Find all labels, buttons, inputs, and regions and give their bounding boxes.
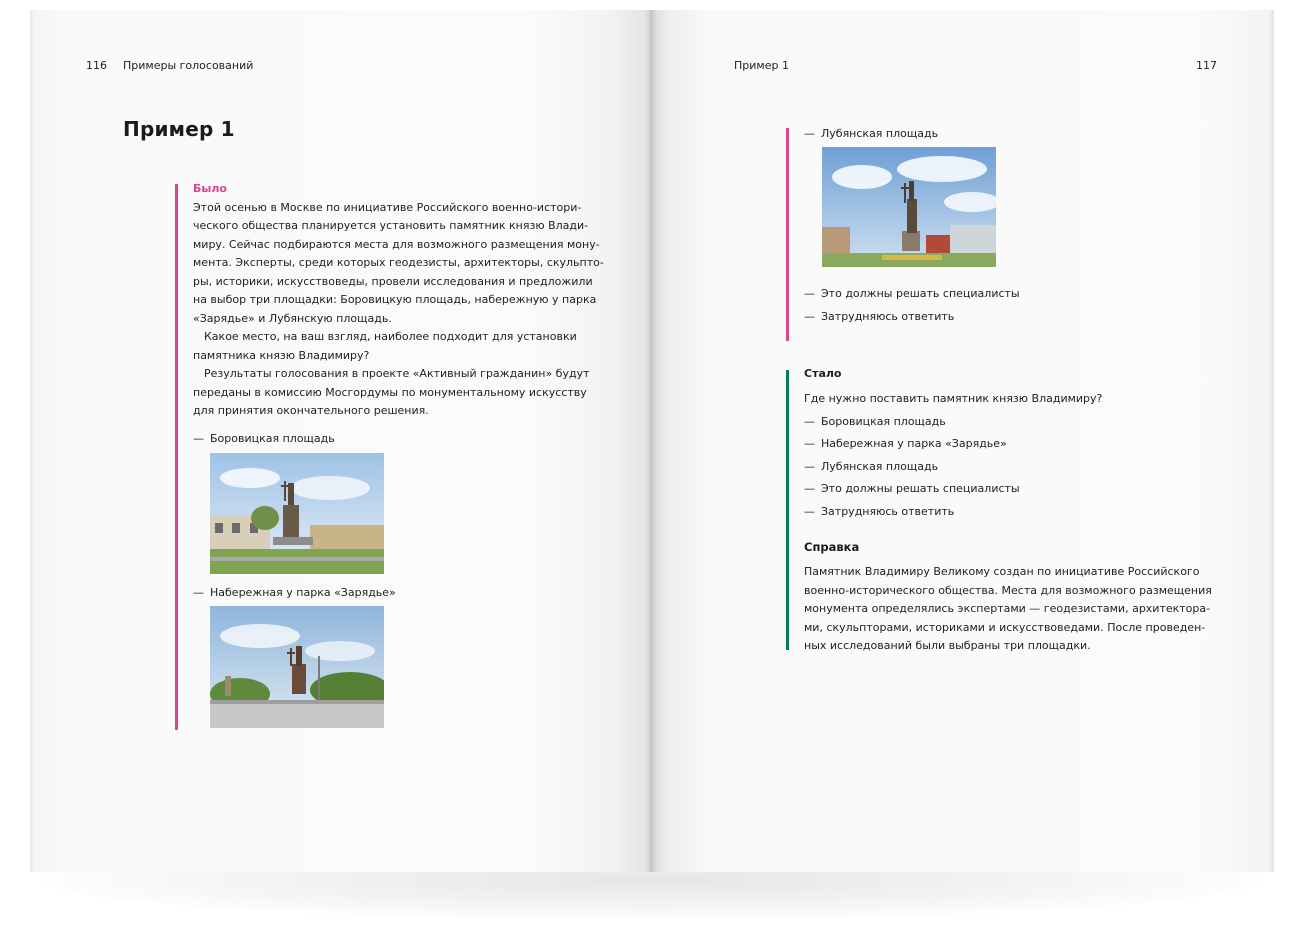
dash: — bbox=[804, 482, 815, 495]
after-question: Где нужно поставить памятник князю Владимиру? bbox=[804, 392, 1103, 405]
reference-line: военно-исторического общества. Места для возможного размещения bbox=[804, 583, 1212, 597]
question-line: памятника князю Владимиру? bbox=[193, 348, 370, 362]
after-option-zaryadye bbox=[804, 437, 1007, 450]
before-accent-bar-continued bbox=[786, 128, 789, 341]
option-specialists bbox=[804, 287, 1020, 300]
dash: — bbox=[193, 432, 204, 445]
result-line: Результаты голосования в проекте «Активный гражданин» будут bbox=[204, 367, 590, 380]
reference-line: Памятник Владимиру Великому создан по инициативе Российского bbox=[804, 565, 1200, 578]
option-label: Набережная у парка «Зарядье» bbox=[210, 586, 396, 599]
reference-line: монумента определялись экспертами — геодезистами, архитектора- bbox=[804, 602, 1211, 615]
reference-line: ных исследований были выбраны три площадки. bbox=[804, 639, 1091, 652]
option-zaryadye bbox=[193, 586, 396, 599]
body-line: на выбор три площадки: Боровицкую площадь, набережную у парка bbox=[193, 293, 597, 306]
option-borovitskaya bbox=[193, 432, 335, 445]
left-running-head: Примеры голосований bbox=[123, 59, 254, 72]
after-option-hard-to-answer bbox=[804, 505, 954, 518]
left-page-number: 116 bbox=[86, 59, 107, 72]
right-page-number: 117 bbox=[1196, 59, 1217, 72]
after-accent-bar bbox=[786, 370, 789, 650]
option-label: Боровицкая площадь bbox=[210, 432, 335, 445]
option-label: Затрудняюсь ответить bbox=[821, 505, 955, 518]
question-line: Какое место, на ваш взгляд, наиболее подходит для установки bbox=[204, 330, 577, 343]
option-lubyanka bbox=[804, 127, 938, 140]
body-line: мента. Эксперты, среди которых геодезисты, архитекторы, скульпто- bbox=[193, 256, 604, 269]
reference-line: ми, скульпторами, историками и искусствоведами. После проведен- bbox=[804, 620, 1206, 634]
reference-text bbox=[804, 563, 1212, 656]
body-line: миру. Сейчас подбираются места для возможного размещения мону- bbox=[193, 237, 600, 251]
after-label: Стало bbox=[804, 367, 842, 380]
option-label: Это должны решать специалисты bbox=[821, 287, 1020, 300]
dash: — bbox=[804, 310, 815, 323]
body-line: «Зарядье» и Лубянскую площадь. bbox=[193, 311, 392, 325]
dash: — bbox=[804, 127, 815, 140]
body-line: Этой осенью в Москве по инициативе Российского военно-истори- bbox=[193, 200, 582, 214]
reference-title: Справка bbox=[804, 540, 860, 554]
body-line: ры, историки, искусствоведы, провели исследования и предложили bbox=[193, 274, 593, 288]
option-label: Затрудняюсь ответить bbox=[821, 310, 955, 323]
after-option-borovitskaya bbox=[804, 415, 946, 428]
result-line: переданы в комиссию Мосгордумы по монументальному искусству bbox=[193, 385, 587, 399]
right-running-head: Пример 1 bbox=[734, 59, 789, 72]
dash: — bbox=[804, 460, 815, 473]
dash: — bbox=[804, 505, 815, 518]
result-line: для принятия окончательного решения. bbox=[193, 404, 429, 417]
monument-photo-icon bbox=[822, 147, 996, 267]
option-label: Лубянская площадь bbox=[821, 460, 939, 473]
before-accent-bar bbox=[175, 184, 178, 730]
book-spine bbox=[645, 10, 657, 872]
option-label: Боровицкая площадь bbox=[821, 415, 946, 428]
after-option-lubyanka bbox=[804, 460, 938, 473]
before-section bbox=[193, 180, 604, 421]
left-page-edge bbox=[30, 10, 34, 872]
after-option-specialists bbox=[804, 482, 1020, 495]
option-hard-to-answer bbox=[804, 310, 954, 323]
body-line: ческого общества планируется установить памятник князю Влади- bbox=[193, 219, 589, 232]
example-title: Пример 1 bbox=[123, 117, 235, 141]
monument-photo-icon bbox=[210, 453, 384, 574]
dash: — bbox=[804, 287, 815, 300]
dash: — bbox=[193, 586, 204, 599]
option-label: Лубянская площадь bbox=[821, 127, 939, 140]
right-page-edge bbox=[1268, 10, 1274, 872]
dash: — bbox=[804, 437, 815, 450]
before-label: Было bbox=[193, 182, 227, 195]
option-label: Набережная у парка «Зарядье» bbox=[821, 437, 1007, 450]
option-label: Это должны решать специалисты bbox=[821, 482, 1020, 495]
monument-photo-icon bbox=[210, 606, 384, 728]
dash: — bbox=[804, 415, 815, 428]
